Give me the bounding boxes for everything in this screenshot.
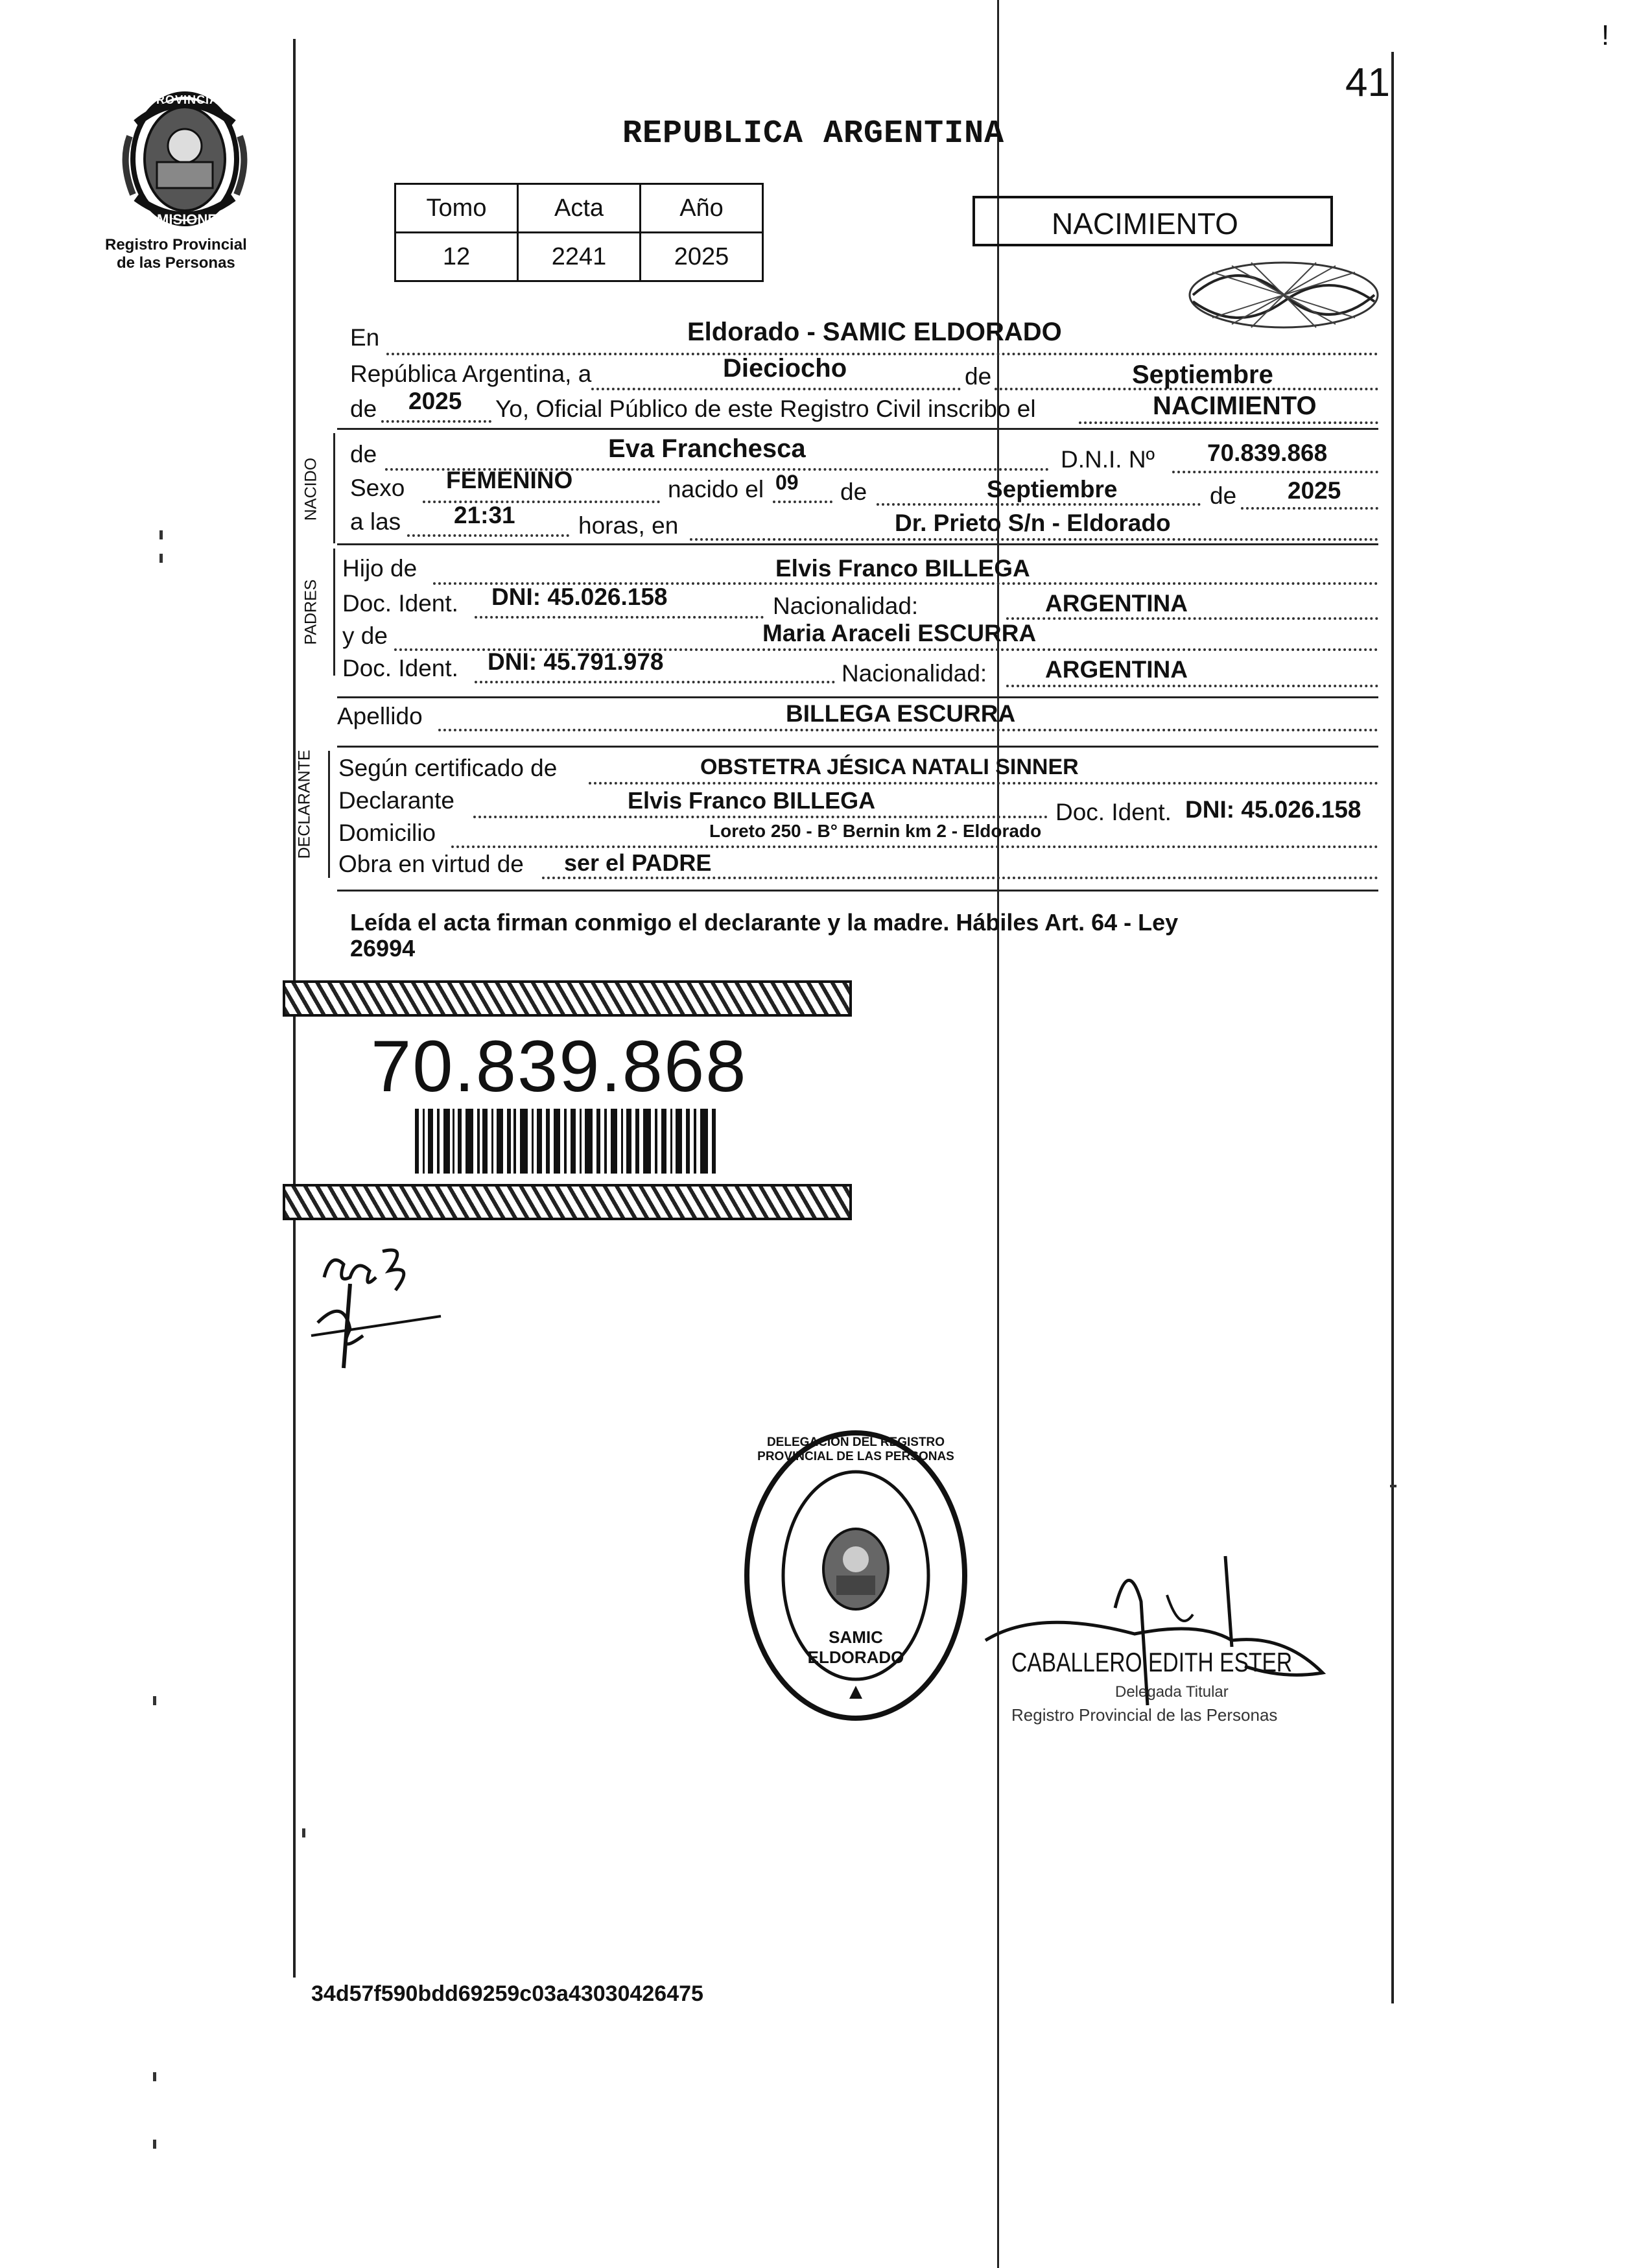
apellido-top-rule (337, 696, 1378, 698)
nacido-line-2b (773, 498, 832, 503)
intro-line-3a (381, 418, 491, 423)
volume-header-tomo: Tomo (395, 184, 518, 233)
nacido-a-las-label: a las (350, 508, 401, 535)
nacido-birth-place: Dr. Prieto S/n - Eldorado (895, 510, 1171, 536)
official-org: Registro Provincial de las Personas (1011, 1705, 1278, 1725)
nacido-time: 21:31 (454, 502, 515, 528)
doc-type-box (972, 196, 1333, 246)
intro-line-2a (591, 385, 961, 390)
nacido-dni-label: D.N.I. Nº (1061, 446, 1155, 473)
declarante-line-1 (589, 779, 1378, 785)
header-title: REPUBLICA ARGENTINA (622, 115, 1005, 152)
nacido-nacido-label: nacido el (668, 476, 764, 502)
barcode-icon (415, 1109, 720, 1174)
right-margin-line (1391, 52, 1394, 2003)
nacido-top-rule (337, 428, 1378, 430)
nacido-birth-year: 2025 (1288, 477, 1341, 504)
seal-inner-text: SAMIC ELDORADO (807, 1627, 904, 1667)
logo-text-bottom: MISIONES (157, 211, 227, 228)
declarante-obra-value: ser el PADRE (564, 849, 712, 876)
apellido-value: BILLEGA ESCURRA (786, 700, 1016, 727)
logo-text-top: PROVINCIA DE (148, 93, 240, 106)
nacido-line-2d (1241, 504, 1378, 510)
intro-place: Eldorado - SAMIC ELDORADO (687, 318, 1062, 346)
padres-nac-label-2: Nacionalidad: (842, 660, 987, 687)
declarante-decl-label: Declarante (338, 787, 454, 814)
volume-value-anio: 2025 (641, 233, 763, 281)
padres-doc-label: Doc. Ident. (342, 590, 458, 617)
scan-mark-5 (153, 2072, 156, 2081)
id-number: 70.839.868 (371, 1026, 748, 1107)
declarante-cert-value: OBSTETRA JÉSICA NATALI SINNER (700, 755, 1079, 779)
corner-mark: ! (1601, 19, 1610, 51)
seal-outer-text: DELEGACION DEL REGISTRO PROVINCIAL DE LAS PERSONAS (757, 1435, 954, 1463)
intro-rep-label: República Argentina, a (350, 360, 592, 387)
nacido-line-1b (1172, 468, 1378, 473)
nacido-name: Eva Franchesca (608, 434, 806, 463)
padres-nac-label: Nacionalidad: (773, 593, 919, 619)
padres-section-label: PADRES (301, 579, 320, 645)
intro-record-type: NACIMIENTO (1153, 392, 1317, 420)
registry-caption-1: Registro Provincial (105, 236, 247, 254)
padres-hijo-label: Hijo de (342, 555, 418, 582)
intro-yo-text: Yo, Oficial Público de este Registro Civil inscribo el (495, 396, 1036, 422)
declarante-obra-label: Obra en virtud de (338, 851, 524, 877)
declarante-dom-value: Loreto 250 - B° Bernin km 2 - Eldorado (709, 821, 1042, 841)
security-pattern-icon (1186, 253, 1381, 337)
volume-table (394, 183, 764, 282)
intro-year: 2025 (408, 388, 462, 414)
official-name: CABALLERO EDITH ESTER (1011, 1647, 1293, 1677)
footer-hash: 34d57f590bdd69259c03a43030426475 (311, 1981, 703, 2006)
scan-mark-7 (1390, 1485, 1396, 1487)
padres-line-2a (475, 613, 764, 619)
declarante-decl-value: Elvis Franco BILLEGA (628, 787, 876, 814)
padres-father: Elvis Franco BILLEGA (775, 555, 1030, 582)
volume-value-acta: 2241 (518, 233, 641, 281)
intro-de2-label: de (350, 396, 377, 422)
declarante-doc-label: Doc. Ident. (1055, 799, 1172, 825)
scan-mark-2 (159, 554, 163, 563)
closing-top-rule (337, 890, 1378, 892)
padres-yde-label: y de (342, 622, 388, 649)
scan-mark-3 (153, 1696, 156, 1705)
scan-mark-4 (302, 1828, 305, 1837)
page-number: 41 (1345, 60, 1390, 105)
province-logo (117, 84, 253, 233)
scan-mark-1 (159, 530, 163, 539)
apellido-label: Apellido (337, 703, 423, 729)
padres-mother: Maria Araceli ESCURRA (762, 620, 1037, 646)
nacido-section-label: NACIDO (301, 457, 320, 521)
declarante-section-label: DECLARANTE (295, 750, 314, 859)
declarante-cert-label: Según certificado de (338, 755, 558, 781)
padres-doc-label-2: Doc. Ident. (342, 655, 458, 681)
padres-mother-nat: ARGENTINA (1045, 656, 1188, 683)
official-role: Delegada Titular (1115, 1683, 1229, 1701)
closing-line-1: Leída el acta firman conmigo el declarante y la madre. Hábiles Art. 64 - Ley (350, 909, 1179, 936)
padres-father-doc: DNI: 45.026.158 (491, 584, 668, 610)
intro-en-label: En (350, 324, 380, 351)
nacido-de-label-2: de (840, 478, 867, 505)
nacido-birth-day: 09 (775, 471, 799, 494)
declarante-line-3 (451, 843, 1378, 848)
official-seal (739, 1426, 972, 1725)
volume-header-anio: Año (641, 184, 763, 233)
padres-bracket (333, 549, 335, 676)
volume-header-acta: Acta (518, 184, 641, 233)
declarante-doc-value: DNI: 45.026.158 (1185, 796, 1361, 823)
scan-mark-6 (153, 2140, 156, 2149)
volume-value-tomo: 12 (395, 233, 518, 281)
nacido-line-3a (407, 532, 569, 537)
parent-signature-icon (305, 1238, 447, 1375)
nacido-birth-month: Septiembre (987, 476, 1118, 502)
intro-month: Septiembre (1132, 360, 1273, 389)
intro-de-label: de (965, 363, 992, 390)
declarante-bracket (328, 751, 330, 878)
intro-day-words: Dieciocho (723, 354, 847, 383)
nacido-de-label-3: de (1210, 482, 1237, 509)
padres-top-rule (337, 543, 1378, 545)
nacido-dni: 70.839.868 (1207, 440, 1328, 466)
registry-caption-2: de las Personas (117, 254, 235, 272)
nacido-horas-label: horas, en (578, 512, 679, 539)
padres-mother-doc: DNI: 45.791.978 (488, 648, 664, 675)
nacido-sexo: FEMENINO (446, 467, 573, 493)
declarante-top-rule (337, 746, 1378, 748)
nacido-bracket (333, 433, 335, 543)
closing-line-2: 26994 (350, 935, 416, 962)
security-strip-bottom (283, 1184, 852, 1220)
intro-line-1 (386, 350, 1378, 355)
security-strip-top (283, 980, 852, 1017)
doc-type-label: NACIMIENTO (1052, 207, 1238, 241)
padres-line-4a (475, 678, 835, 683)
padres-father-nat: ARGENTINA (1045, 590, 1188, 617)
nacido-de-label: de (350, 441, 377, 467)
nacido-sexo-label: Sexo (350, 475, 405, 501)
declarante-dom-label: Domicilio (338, 820, 436, 846)
